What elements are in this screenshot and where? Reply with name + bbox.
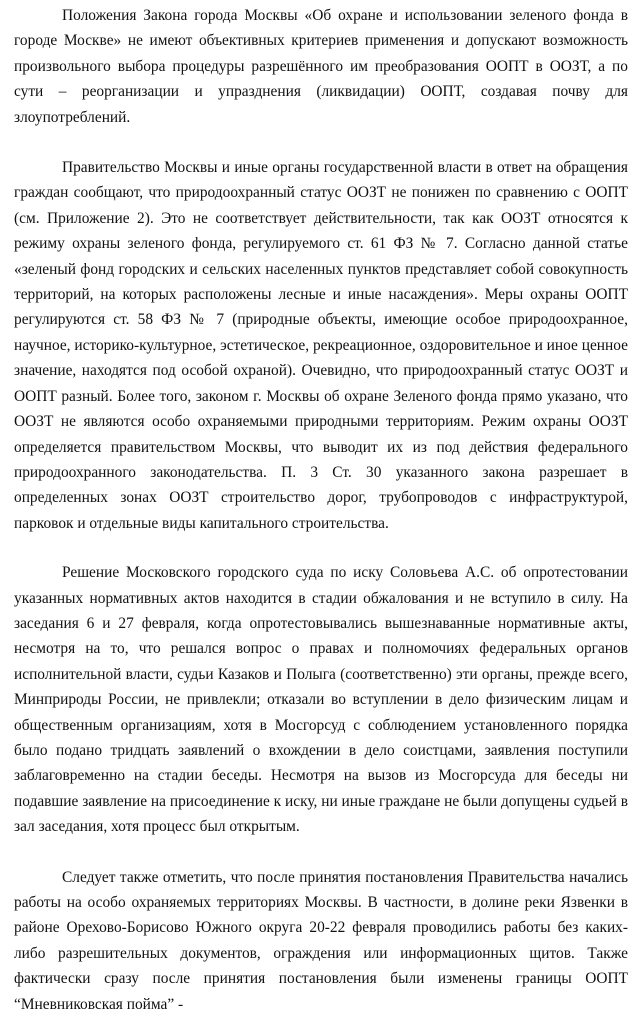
paragraph-court-decision: Решение Московского городского суда по иску Соловьева А.С. об опротестовании указанных нормативных актов находится в стадии обжалования и не вступило в силу. На заседания 6 и 27 февраля, когда опротестовывались вышезнаванные нормативные акты, несмотря на то, что решался вопрос о правах и полномочиях федеральных органов исполнительной власти, судьи Казаков и Полыга (соответственно) эти органы, прежде всего, Минприроды России, не привлекли; отказали во вступлении в дело физическим лицам и общественным организациям, хотя в Мосгорсуд с соблюдением установленного порядка было подано тридцать заявлений о вхождении в дело соистцами, заявления поступили заблаговременно на стадии беседы. Несмотря на вызов из Мосгорсуда для беседы ни подавшие заявление на присоединение к иску, ни иные граждане не были допущены судьей в зал заседания, хотя процесс был открытым. (14, 564, 628, 836)
document-page (14, 0, 628, 1013)
paragraph-law-provisions: Положения Закона города Москвы «Об охране и использовании зеленого фонда в городе Москве» не имеют объективных критериев применения и допускают возможность произвольного выбора процедуры разрешённого им преобразования ООПТ в ООЗТ, а по сути – реорганизации и упразднения (ликвидации) ООПТ, создавая почву для злоупотреблений. (14, 7, 628, 126)
paragraph-protection-status: Правительство Москвы и иные органы государственной власти в ответ на обращения граждан сообщают, что природоохранный статус ООЗТ не понижен по сравнению с ООПТ (см. Приложение 2). Это не соответствует действительности, так как ООЗТ относятся к режиму охраны зеленого фонда, регулируемого ст. 61 ФЗ № 7. Согласно данной статье «зеленый фонд городских и сельских населенных пунктов представляет собой совокупность территорий, на которых расположены лесные и иные насаждения». Меры охраны ООПТ регулируются ст. 58 ФЗ № 7 (природные объекты, имеющие особое природоохранное, научное, историко-культурное, эстетическое, рекреационное, оздоровительное и иное ценное значение, находятся под особой охраной). Очевидно, что природоохранный статус ООЗТ и ООПТ разный. Более того, законом г. Москвы об охране Зеленого фонда прямо указано, что ООЗТ не являются особо охраняемыми природными территориям. Режим охраны ООЗТ определяется правительством Москвы, что выводит их из под действия федерального природоохранного законодательства. П. 3 Ст. 30 указанного закона разрешает в определенных зонах ООЗТ строительство дорог, трубопроводов с инфраструктурой, парковок и отдельные виды капитального строительства. (14, 159, 628, 532)
paragraph-works-started: Следует также отметить, что после принятия постановления Правительства начались работы на особо охраняемых территориях Москвы. В частности, в долине реки Язвенки в районе Орехово-Борисово Южного округа 20-22 февраля проводились работы без каких-либо разрешительных документов, ограждения или информационных щитов. Также фактически сразу после принятия постановления были изменены границы ООПТ “Мневниковская пойма” - (14, 868, 628, 1013)
